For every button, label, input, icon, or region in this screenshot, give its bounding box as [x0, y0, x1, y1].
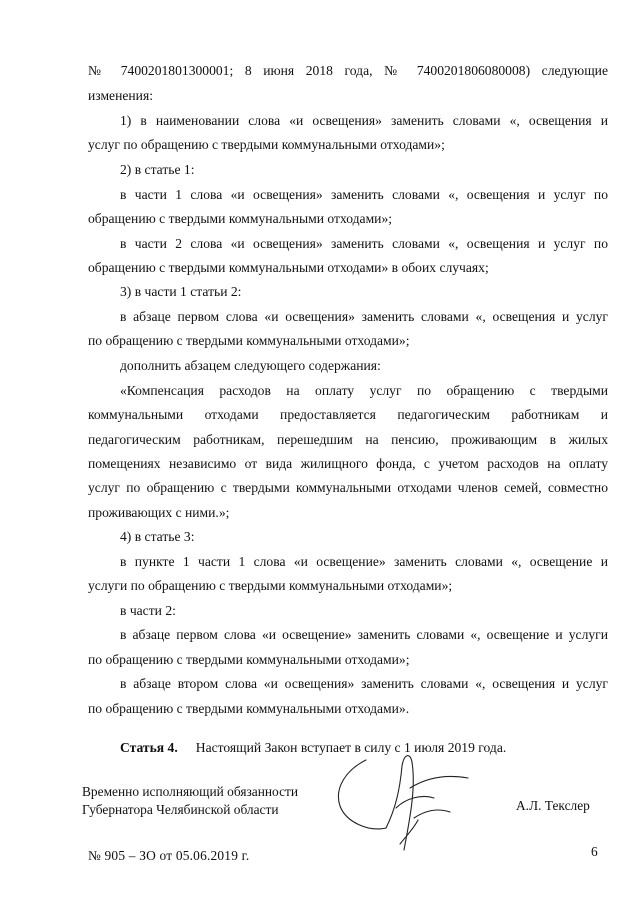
signatory-title [82, 783, 298, 819]
page-number: 6 [591, 844, 598, 859]
signatory-name: А.Л. Текслер [516, 798, 590, 813]
body-line: проживающих с ними.»; [88, 505, 230, 520]
body-line: в абзаце втором слова «и освещения» заменить словами «, освещения и услуг [120, 676, 608, 691]
body-line: коммунальными отходами предоставляется педагогическим работникам и [88, 407, 608, 422]
document-number: № 905 – ЗО от 05.06.2019 г. [88, 848, 250, 863]
body-line: в абзаце первом слова «и освещения» заменить словами «, освещения и услуг [120, 309, 608, 324]
body-line: «Компенсация расходов на оплату услуг по обращению с твердыми [120, 383, 608, 398]
article-label: Статья 4. [120, 740, 178, 755]
body-line: по обращению с твердыми коммунальными отходами»; [88, 652, 410, 667]
body-line: 4) в статье 3: [120, 529, 195, 544]
handwritten-signature [326, 748, 476, 854]
body-line: услуги по обращению с твердыми коммунальными отходами»; [88, 578, 453, 593]
body-line: 3) в части 1 статьи 2: [120, 284, 242, 299]
signatory-title-line: Губернатора Челябинской области [82, 802, 279, 817]
body-line: по обращению с твердыми коммунальными отходами». [88, 701, 410, 716]
body-line: изменения: [88, 88, 153, 103]
body-line: в части 2: [120, 603, 176, 618]
body-line: обращению с твердыми коммунальными отходами»; [88, 211, 393, 226]
body-line: в части 2 слова «и освещения» заменить словами «, освещения и услуг по [120, 236, 608, 251]
body-line: в пункте 1 части 1 слова «и освещение» заменить словами «, освещение и [120, 554, 608, 569]
body-line: дополнить абзацем следующего содержания: [120, 358, 381, 373]
body-line: № 7400201801300001; 8 июня 2018 года, № 7400201806080008) следующие [88, 63, 608, 78]
body-line: услуг по обращению с твердыми коммунальными отходами членов семей, совместно [88, 480, 608, 495]
body-line: в части 1 слова «и освещения» заменить словами «, освещения и услуг по [120, 187, 608, 202]
body-line: помещениях независимо от вида жилищного фонда, с учетом расходов на оплату [88, 456, 608, 471]
body-line: услуг по обращению с твердыми коммунальными отходами»; [88, 137, 445, 152]
body-line: педагогическим работникам, перешедшим на пенсию, проживающим в жилых [88, 432, 608, 447]
signatory-title-line: Временно исполняющий обязанности [82, 784, 299, 799]
body-line: 2) в статье 1: [120, 162, 195, 177]
article-text: Настоящий Закон вступает в силу с 1 июля 2019 года. [195, 740, 507, 755]
body-line: в абзаце первом слова «и освещение» заменить словами «, освещение и услуги [120, 627, 608, 642]
body-line: по обращению с твердыми коммунальными отходами»; [88, 333, 410, 348]
body-line: 1) в наименовании слова «и освещения» заменить словами «, освещения и [120, 113, 608, 128]
body-line: обращению с твердыми коммунальными отходами» в обоих случаях; [88, 260, 489, 275]
